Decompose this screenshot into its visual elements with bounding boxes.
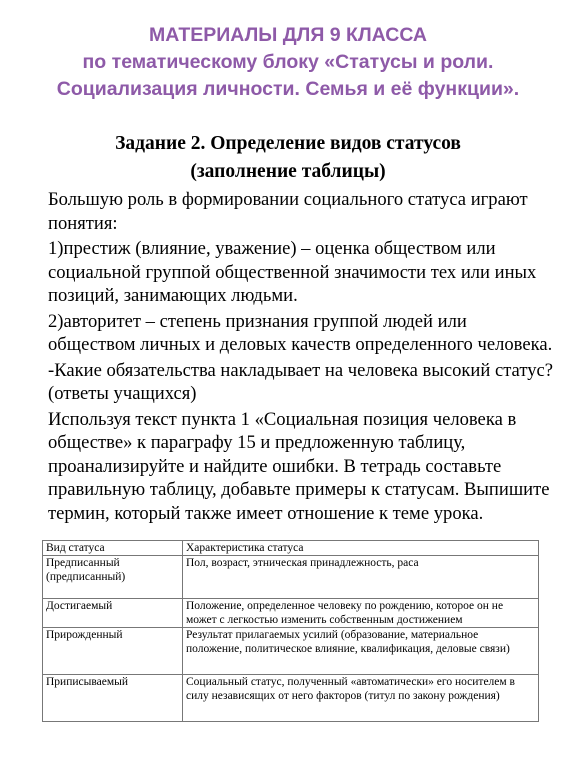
paragraph-prestige: 1)престиж (влияние, уважение) – оценка обществом или социальной группой общественной значимости тех или иных позиций, занимающих людьми.	[48, 238, 537, 306]
paragraph-authority: 2)авторитет – степень признания группой людей или обществом личных и деловых качеств определенного человека.	[48, 310, 553, 355]
table-row	[43, 556, 539, 599]
status-type-cell: Прирожденный	[43, 628, 183, 675]
table-row	[43, 675, 539, 722]
status-description-cell: Социальный статус, полученный «автоматически» его носителем в силу независящих от него факторов (титул по закону рождения)	[183, 675, 539, 722]
task-title-line-1: Задание 2. Определение видов статусов	[115, 133, 461, 154]
status-type-cell: Приписываемый	[43, 675, 183, 722]
header-line-3: Социализация личности. Семья и её функции».	[56, 78, 520, 100]
body-text	[48, 188, 553, 527]
status-type-cell: Достигаемый	[43, 599, 183, 628]
status-description-cell: Результат прилагаемых усилий (образование, материальное положение, политическое влияние, квалификация, деловые связи)	[183, 628, 539, 675]
paragraph-intro: Большую роль в формировании социального статуса играют понятия:	[48, 189, 528, 234]
status-description-cell: Положение, определенное человеку по рождению, которое он не может с легкостью изменить собственным достижением	[183, 599, 539, 628]
status-table	[42, 540, 539, 722]
status-description-cell: Пол, возраст, этническая принадлежность, раса	[183, 556, 539, 599]
table-row	[43, 599, 539, 628]
header-line-2: по тематическому блоку «Статусы и роли.	[82, 51, 494, 73]
table-header-row	[43, 541, 539, 556]
task-title	[0, 130, 576, 186]
materials-header	[0, 22, 576, 103]
paragraph-question: -Какие обязательства накладывает на человека высокий статус? (ответы учащихся)	[48, 359, 554, 404]
status-type-cell: Предписанный (предписанный)	[43, 556, 183, 599]
header-line-1: МАТЕРИАЛЫ ДЛЯ 9 КЛАССА	[148, 24, 428, 46]
task-title-line-2: (заполнение таблицы)	[190, 161, 386, 182]
table-header-cell: Характеристика статуса	[183, 541, 539, 556]
paragraph-instructions: Используя текст пункта 1 «Социальная позиция человека в обществе» к параграфу 15 и предложенную таблицу, проанализируйте и найдите ошибки. В тетрадь составьте правильную таблицу, добавьте примеры к статусам. Выпишите термин, который также имеет отношение к теме урока.	[48, 408, 550, 524]
table-header-cell: Вид статуса	[43, 541, 183, 556]
table-row	[43, 628, 539, 675]
